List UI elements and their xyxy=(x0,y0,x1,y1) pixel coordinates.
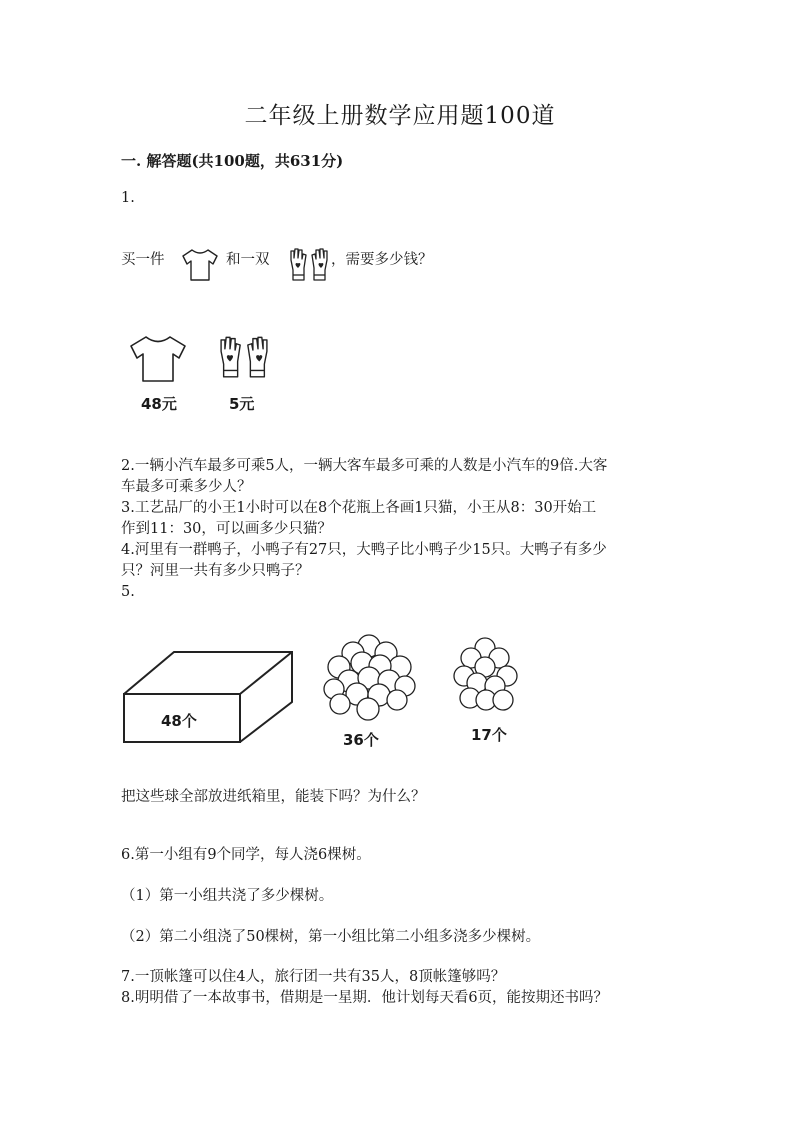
q8-text: 8.明明借了一本故事书，借期是一星期．他计划每天看6页，能按期还书吗？ xyxy=(121,990,609,1006)
q6-sub1: （1）第一小组共浇了多少棵树。 xyxy=(121,888,334,904)
page-title: 二年级上册数学应用题100道 xyxy=(244,103,556,129)
q4-line1: 4.河里有一群鸭子，小鸭子有27只，大鸭子比小鸭子少15只。大鸭子有多少 xyxy=(121,542,607,558)
gloves-price-label: 5元 xyxy=(229,395,255,413)
shirt-price-label: 48元 xyxy=(141,395,177,413)
q5-question: 把这些球全部放进纸箱里，能装下吗？为什么？ xyxy=(121,789,426,805)
q3-line1: 3.工艺品厂的小王1小时可以在8个花瓶上各画1只猫，小王从8：30开始工 xyxy=(121,500,597,516)
q3-line2: 作到11：30，可以画多少只猫？ xyxy=(121,521,332,537)
q1-text-end: ，需要多少钱？ xyxy=(331,252,433,268)
box-figure xyxy=(122,650,298,746)
q2-line2: 车最多可乘多少人？ xyxy=(121,479,252,495)
tshirt-small-icon xyxy=(180,247,220,283)
gloves-small-icon xyxy=(287,246,331,286)
q1-text-middle: 和一双 xyxy=(226,252,270,268)
q6-sub2: （2）第二小组浇了50棵树，第一小组比第二小组多浇多少棵树。 xyxy=(121,929,541,945)
q1-text-start: 买一件 xyxy=(121,252,165,268)
q2-line1: 2.一辆小汽车最多可乘5人，一辆大客车最多可乘的人数是小汽车的9倍.大客 xyxy=(121,458,608,474)
box-label: 48个 xyxy=(161,712,197,730)
pile2-label: 17个 xyxy=(471,726,507,744)
ball-pile-17 xyxy=(451,636,521,718)
q4-line2: 只？河里一共有多少只鸭子？ xyxy=(121,563,310,579)
section-heading: 一. 解答题(共100题，共631分) xyxy=(121,152,344,170)
q6-line1: 6.第一小组有9个同学，每人浇6棵树。 xyxy=(121,847,371,863)
pile1-label: 36个 xyxy=(343,731,379,749)
ball-pile-36 xyxy=(322,634,416,722)
q7-text: 7.一顶帐篷可以住4人，旅行团一共有35人，8顶帐篷够吗？ xyxy=(121,969,506,985)
tshirt-large-icon xyxy=(128,334,188,384)
q1-number: 1. xyxy=(121,190,135,206)
q5-number: 5. xyxy=(121,584,135,600)
gloves-large-icon xyxy=(216,331,272,387)
